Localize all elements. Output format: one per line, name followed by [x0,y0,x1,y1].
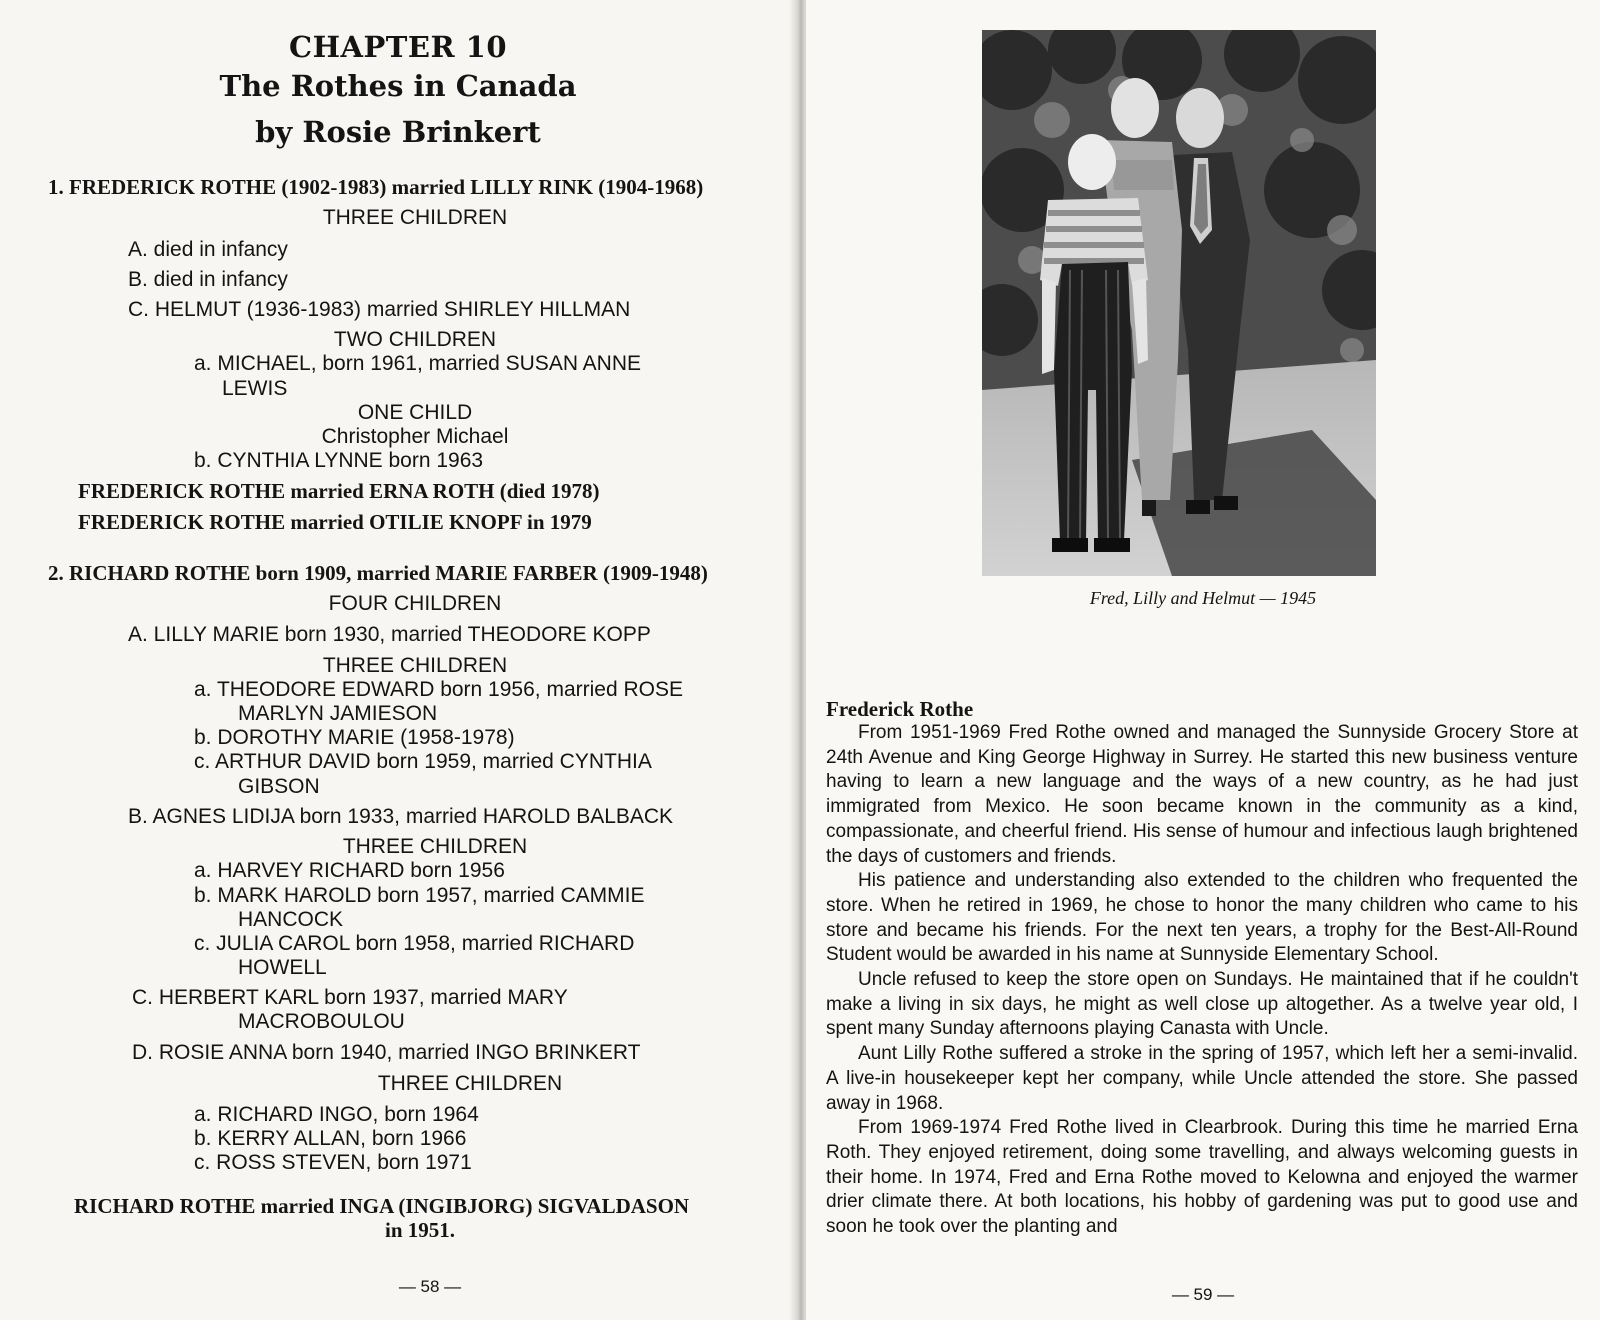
page-number-right: — 59 — [1171,1285,1235,1304]
chapter-title: The Rothes in Canada [219,69,577,103]
entry-1-c-a-child: Christopher Michael [321,425,509,448]
entry-2-b-b-line1: b. MARK HAROLD born 1957, married CAMMIE [194,884,645,907]
entry-2-b-a: a. HARVEY RICHARD born 1956 [194,859,505,882]
paragraph-5: From 1969-1974 Fred Rothe lived in Clearbrook. During this time he married Erna Roth. They enjoyed retirement, doing some travelling, and always welcoming guests in their home. In 1974, Fred and Erna Rothe moved to Kelowna and enjoyed the warmer drier climate there. At both locations, his hobby of gardening was put to good use and soon he took over the planting and [826,1117,1578,1238]
entry-1-marriage-3: FREDERICK ROTHE married OTILIE KNOPF in 1979 [78,510,592,534]
chapter-author: by Rosie Brinkert [255,115,541,149]
paragraph-4: Aunt Lilly Rothe suffered a stroke in the spring of 1957, which left her a semi-invalid. A live-in housekeeper kept her company, while Uncle attended the store. She passed away in 1968. [826,1043,1578,1114]
body-text [826,721,1578,1240]
entry-1-heading: 1. FREDERICK ROTHE (1902-1983) married LILLY RINK (1904-1968) [48,175,704,199]
entry-1-child-c: C. HELMUT (1936-1983) married SHIRLEY HILLMAN [128,298,631,321]
page-number-left: — 58 — [398,1277,462,1296]
entry-2-a-c-line2: GIBSON [238,775,320,798]
photo-caption: Fred, Lilly and Helmut — 1945 [1089,588,1317,608]
entry-1-child-b: B. died in infancy [128,268,288,291]
right-page [806,0,1600,1320]
entry-1-c-a-children-label: ONE CHILD [357,401,473,424]
entry-2-b-c-line2: HOWELL [238,956,327,979]
paragraph-2: His patience and understanding also extended to the children who frequented the store. When he retired in 1969, he chose to honor the many children who came to his store and became his friends. For the next ten years, a trophy for the Best-All-Round Student would be awarded in his name at Sunnyside Elementary School. [826,870,1578,966]
entry-2-heading: 2. RICHARD ROTHE born 1909, married MARIE FARBER (1909-1948) [48,561,708,585]
entry-2-child-a: A. LILLY MARIE born 1930, married THEODORE KOPP [128,623,651,646]
entry-2-child-c-line2: MACROBOULOU [238,1010,405,1033]
entry-2-b-b-line2: HANCOCK [238,908,344,931]
chapter-number: CHAPTER 10 [288,30,508,64]
entry-2-a-b: b. DOROTHY MARIE (1958-1978) [194,726,515,749]
paragraph-1: From 1951-1969 Fred Rothe owned and managed the Sunnyside Grocery Store at 24th Avenue and King George Highway in Surrey. He started this new business venture having to learn a new language and the ways of a new country, as he had just immigrated from Mexico. He soon became known in the community as a kind, compassionate, and cheerful friend. His sense of humour and infectious laugh brightened the days of customers and friends. [826,722,1578,867]
entry-2-b-children-label: THREE CHILDREN [342,835,528,858]
family-photo-image [982,30,1376,576]
entry-2-child-d: D. ROSIE ANNA born 1940, married INGO BRINKERT [132,1041,641,1064]
left-page [0,0,796,1320]
entry-1-c-b: b. CYNTHIA LYNNE born 1963 [194,449,484,472]
entry-2-d-a: a. RICHARD INGO, born 1964 [194,1103,479,1126]
family-photo [982,30,1376,576]
entry-2-d-c: c. ROSS STEVEN, born 1971 [194,1151,472,1174]
entry-2-children-label: FOUR CHILDREN [328,592,502,615]
entry-1-c-a-line2: LEWIS [222,377,288,400]
entry-2-a-a-line2: MARLYN JAMIESON [238,702,438,725]
entry-1-children-label: THREE CHILDREN [322,206,508,229]
entry-2-child-c-line1: C. HERBERT KARL born 1937, married MARY [132,986,568,1009]
entry-1-marriage-2: FREDERICK ROTHE married ERNA ROTH (died 1978) [78,479,600,503]
entry-1-c-children-label: TWO CHILDREN [333,328,497,351]
entry-2-d-children-label: THREE CHILDREN [377,1072,563,1095]
entry-2-a-children-label: THREE CHILDREN [322,654,508,677]
entry-1-child-a: A. died in infancy [128,238,288,261]
entry-2-marriage-2-line1: RICHARD ROTHE married INGA (INGIBJORG) SIGVALDASON [74,1194,690,1218]
entry-2-b-c-line1: c. JULIA CAROL born 1958, married RICHARD [194,932,635,955]
entry-2-marriage-2-line2: in 1951. [384,1218,455,1242]
entry-2-child-b: B. AGNES LIDIJA born 1933, married HAROLD BALBACK [128,805,674,828]
entry-2-a-a-line1: a. THEODORE EDWARD born 1956, married ROSE [194,678,683,701]
entry-2-a-c-line1: c. ARTHUR DAVID born 1959, married CYNTHIA [194,750,652,773]
section-heading: Frederick Rothe [826,697,974,721]
paragraph-3: Uncle refused to keep the store open on Sundays. He maintained that if he couldn't make a living in six days, he might as well close up altogether. As a twelve year old, I spent many Sunday afternoons playing Canasta with Uncle. [826,969,1578,1040]
entry-1-c-a-line1: a. MICHAEL, born 1961, married SUSAN ANNE [194,352,642,375]
entry-2-d-b: b. KERRY ALLAN, born 1966 [194,1127,467,1150]
